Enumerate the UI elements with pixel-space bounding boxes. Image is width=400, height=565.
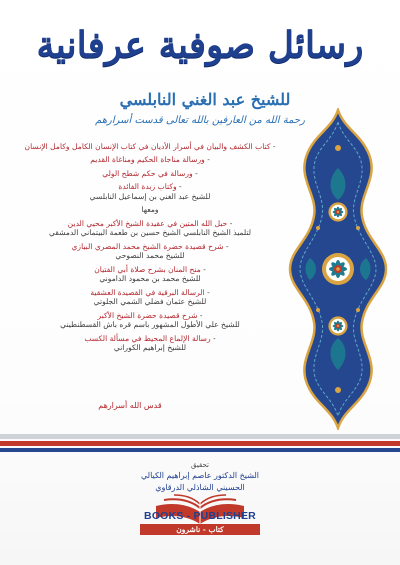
contents-item-title: الرسالة البرقية في القصيدة العشقية <box>90 287 205 297</box>
contents-item-title: شرح قصيدة حضرة الشيخ محمد المصري البيازي <box>71 241 224 251</box>
contents-item: - كتاب الكشف والبيان في أسرار الأديان في كتاب الإنسان الكامل وكامل الإنسان <box>24 142 276 151</box>
author-line: للشيخ عبد الغني النابلسي <box>119 90 291 109</box>
editor-label: تحقيق <box>191 461 209 469</box>
decorative-band-red <box>0 441 400 446</box>
contents-item: - شرح قصيدة حضرة الشيخ محمد المصري البيازي للشيخ محمد النصوحي <box>0 242 300 261</box>
closing-line: قدس الله أسرارهم <box>98 401 162 410</box>
book-title: رسائل صوفية عرفانية <box>36 24 364 66</box>
contents-item-title: كتاب الكشف والبيان في أسرار الأديان في كتاب الإنسان الكامل وكامل الإنسان <box>24 142 271 151</box>
contents-item-subtitle: للشيخ عبد الغني بن إسماعيل النابلسي <box>89 191 211 201</box>
contents-list <box>0 142 300 357</box>
contents-item-subtitle: للشيخ محمد بن محمود الداموني <box>99 274 201 284</box>
contents-item: - وكتاب زبدة الفائدة للشيخ عبد الغني بن إسماعيل النابلسي <box>0 182 300 201</box>
contents-item-subtitle: للشيخ إبراهيم الكوراني <box>113 343 187 353</box>
contents-item-title: رسالة الإلماع المحيط في مسألة الكسب <box>84 333 211 343</box>
contents-item: - ورسالة في حكم شطح الولي <box>102 168 198 178</box>
contents-item: - رسالة الإلماع المحيط في مسألة الكسب للشيخ إبراهيم الكوراني <box>0 334 300 353</box>
contents-item: - الرسالة البرقية في القصيدة العشقية للشيخ عثمان فضلي الشمي الجلوتي <box>0 288 300 307</box>
contents-item-title: منح المنان بشرح صلاة أبي الفتيان <box>94 264 201 274</box>
contents-item: - حبل الله المتين في عقيدة الشيخ الأكبر محيي الدين لتلميذ الشيخ النابلسي الشيخ حسين بن طعمة البيتماني الدمشقي <box>0 219 300 238</box>
contents-item: - ورسالة مناجاة الحكيم ومناغاة القديم <box>90 155 210 165</box>
contents-item-subtitle: ومعها <box>141 205 159 215</box>
contents-item: - شرح قصيدة حضرة الشيخ الأكبر للشيخ علي الأطول المشهور باسم قره باش القسطنطيني <box>0 311 300 330</box>
contents-item-title: ورسالة مناجاة الحكيم ومناغاة القديم <box>90 155 205 165</box>
publisher-name-en: BOOKS - PUBLISHER <box>144 510 256 522</box>
dedication-line: رحمة الله من العارفين بالله تعالى قدست أسرارهم <box>95 115 305 126</box>
contents-item-subtitle: للشيخ محمد النصوحي <box>115 251 185 261</box>
contents-item <box>0 205 300 214</box>
arabesque-medallion <box>288 108 388 430</box>
contents-item-title: ورسالة في حكم شطح الولي <box>102 168 193 178</box>
editor-name: الشيخ الدكتور عاصم إبراهيم الكيالي <box>140 471 260 481</box>
editor-affiliation: الحسيني الشاذلي الدرقاوي <box>155 482 245 492</box>
publisher-name-ar: كتاب - ناشرون <box>140 524 260 535</box>
decorative-band-grey <box>0 434 400 439</box>
contents-item-subtitle: لتلميذ الشيخ النابلسي الشيخ حسين بن طعمة البيتماني الدمشقي <box>48 228 252 238</box>
contents-item-title: شرح قصيدة حضرة الشيخ الأكبر <box>97 310 198 320</box>
contents-item: - منح المنان بشرح صلاة أبي الفتيان للشيخ محمد بن محمود الداموني <box>0 265 300 284</box>
decorative-band-blue <box>0 448 400 452</box>
contents-item-subtitle: للشيخ عثمان فضلي الشمي الجلوتي <box>93 297 207 307</box>
contents-item-title: حبل الله المتين في عقيدة الشيخ الأكبر محيي الدين <box>67 218 228 228</box>
contents-item-subtitle: للشيخ علي الأطول المشهور باسم قره باش القسطنطيني <box>60 320 240 330</box>
contents-item-title: وكتاب زبدة الفائدة <box>118 182 177 192</box>
